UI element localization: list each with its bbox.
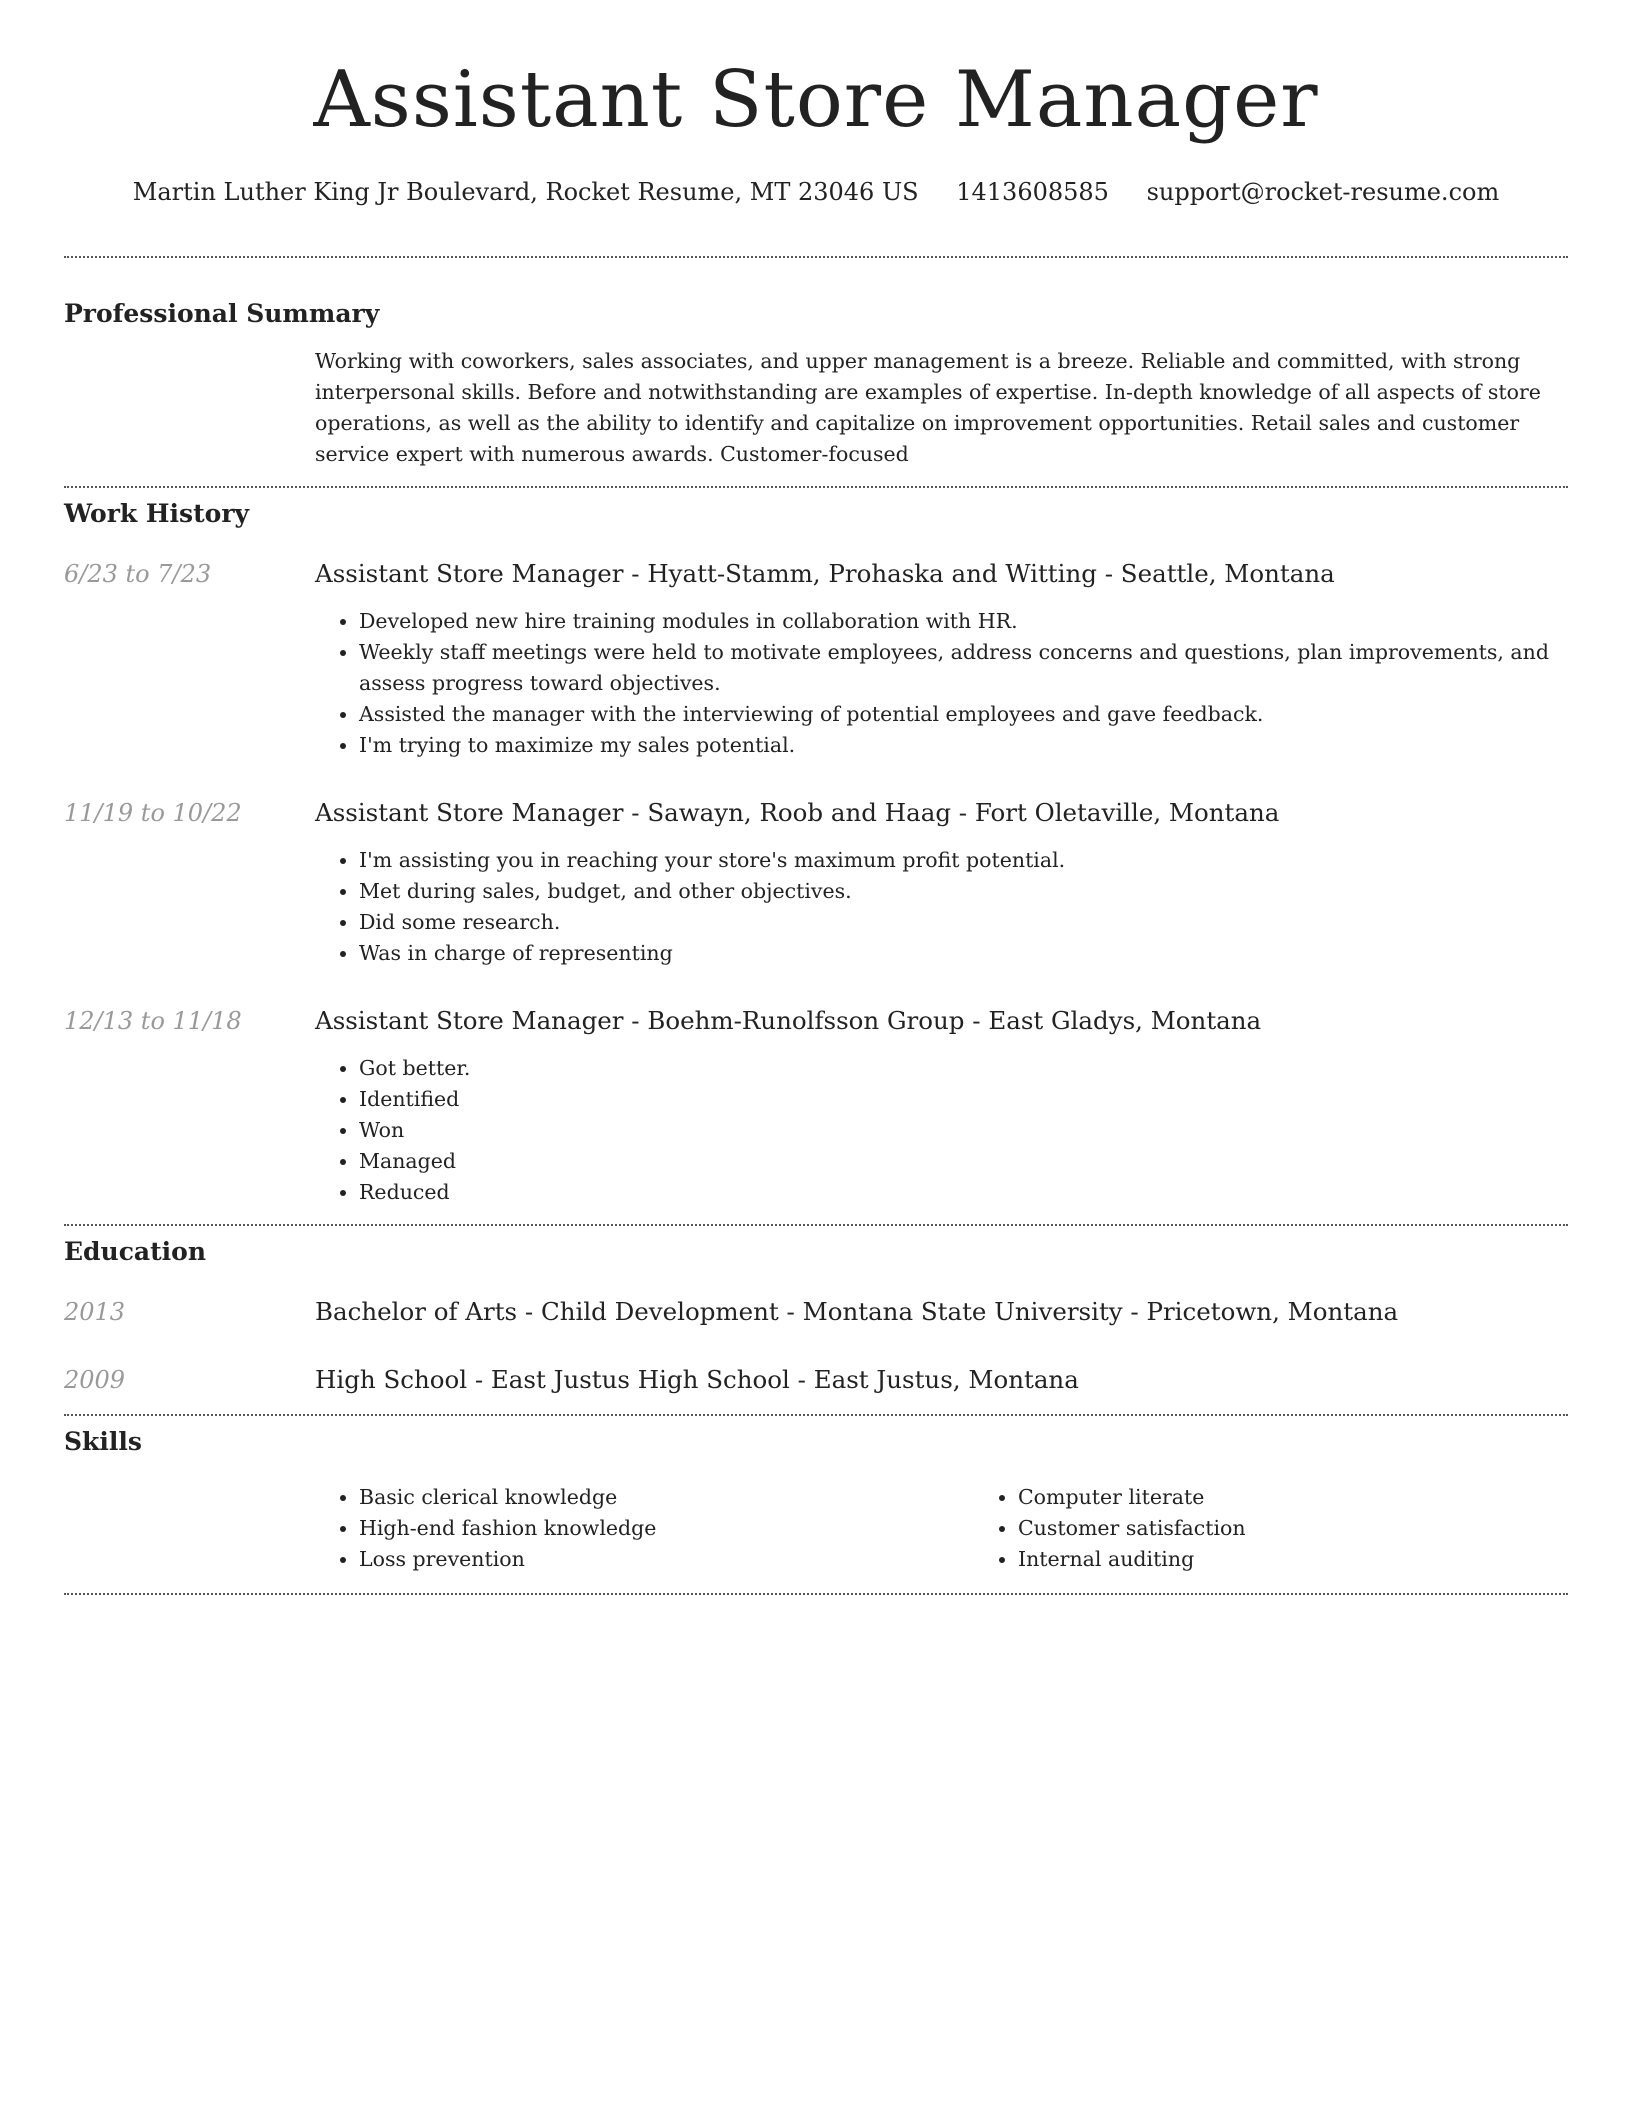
section-title-skills: Skills	[64, 1427, 142, 1456]
work-section	[64, 498, 1568, 1208]
contact-phone: 1413608585	[956, 178, 1109, 206]
job-title: Assistant Store Manager - Hyatt-Stamm, Prohaska and Witting - Seattle, Montana	[315, 559, 1335, 588]
divider	[64, 1224, 1568, 1226]
job-bullet: • Won	[359, 1115, 1568, 1146]
skills-row	[64, 1482, 1568, 1575]
summary-row	[64, 346, 1568, 470]
job-bullet: • Managed	[359, 1146, 1568, 1177]
skills-grid	[315, 1482, 1632, 1575]
job-entry	[64, 1005, 1568, 1208]
education-degree: High School - East Justus High School - East Justus, Montana	[315, 1365, 1079, 1394]
job-bullets	[315, 845, 1568, 969]
summary-left-spacer	[64, 346, 315, 470]
job-body	[315, 1005, 1568, 1208]
job-bullet: • Did some research.	[359, 907, 1568, 938]
skills-section	[64, 1426, 1568, 1575]
education-entry	[64, 1296, 1568, 1328]
skill-item: • Customer satisfaction	[1018, 1513, 1632, 1544]
contact-email: support@rocket-resume.com	[1146, 178, 1500, 206]
job-bullet: • Met during sales, budget, and other objectives.	[359, 876, 1568, 907]
job-bullet: • Identified	[359, 1084, 1568, 1115]
section-title-work: Work History	[64, 499, 250, 528]
job-bullet: • Developed new hire training modules in collaboration with HR.	[359, 606, 1568, 637]
job-body	[315, 558, 1568, 761]
contact-address: Martin Luther King Jr Boulevard, Rocket Resume, MT 23046 US	[132, 178, 919, 206]
job-title: Assistant Store Manager - Boehm-Runolfsson Group - East Gladys, Montana	[315, 1006, 1262, 1035]
skill-item: • High-end fashion knowledge	[359, 1513, 974, 1544]
section-title-education: Education	[64, 1237, 207, 1266]
education-entry	[64, 1364, 1568, 1396]
job-bullet: • Weekly staff meetings were held to motivate employees, address concerns and questions, plan improvements, and assess progress toward objectives.	[359, 637, 1568, 699]
education-degree: Bachelor of Arts - Child Development - Montana State University - Pricetown, Montana	[315, 1297, 1399, 1326]
job-dates: 6/23 to 7/23	[64, 560, 212, 588]
resume-name: Assistant Store Manager	[313, 55, 1319, 145]
education-year: 2013	[64, 1298, 126, 1326]
job-bullet: • Assisted the manager with the interviewing of potential employees and gave feedback.	[359, 699, 1568, 730]
job-title: Assistant Store Manager - Sawayn, Roob and Haag - Fort Oletaville, Montana	[315, 798, 1280, 827]
job-bullet: • I'm assisting you in reaching your store's maximum profit potential.	[359, 845, 1568, 876]
section-title-summary: Professional Summary	[64, 299, 380, 328]
divider	[64, 1593, 1568, 1595]
skills-left-spacer	[64, 1482, 315, 1575]
contact-line	[64, 176, 1568, 208]
job-bullet: • I'm trying to maximize my sales potential.	[359, 730, 1568, 761]
job-bullet: • Got better.	[359, 1053, 1568, 1084]
skill-item: • Computer literate	[1018, 1482, 1632, 1513]
divider	[64, 256, 1568, 258]
skill-item: • Basic clerical knowledge	[359, 1482, 974, 1513]
skills-column-2	[974, 1482, 1632, 1575]
summary-section	[64, 298, 1568, 470]
skill-item: • Loss prevention	[359, 1544, 974, 1575]
job-bullet: • Was in charge of representing	[359, 938, 1568, 969]
skills-column-1	[315, 1482, 974, 1575]
education-section	[64, 1236, 1568, 1396]
job-entry	[64, 797, 1568, 969]
divider	[64, 1414, 1568, 1416]
skill-item: • Internal auditing	[1018, 1544, 1632, 1575]
job-bullets	[315, 1053, 1568, 1208]
job-bullet: • Reduced	[359, 1177, 1568, 1208]
job-body	[315, 797, 1568, 969]
divider	[64, 486, 1568, 488]
job-bullets	[315, 606, 1568, 761]
job-dates: 11/19 to 10/22	[64, 799, 242, 827]
job-dates: 12/13 to 11/18	[64, 1007, 242, 1035]
education-year: 2009	[64, 1366, 126, 1394]
summary-body	[315, 346, 1568, 470]
job-entry	[64, 558, 1568, 761]
summary-text: Working with coworkers, sales associates, and upper management is a breeze. Reliable and committed, with strong interpersonal skills. Before and notwithstanding are examples of expertise. In-depth knowledge of all aspects of store operations, as well as the ability to identify and capitalize on improvement opportunities. Retail sales and customer service expert with numerous awards. Customer-focused	[315, 349, 1541, 466]
resume-page	[64, 0, 1568, 1595]
